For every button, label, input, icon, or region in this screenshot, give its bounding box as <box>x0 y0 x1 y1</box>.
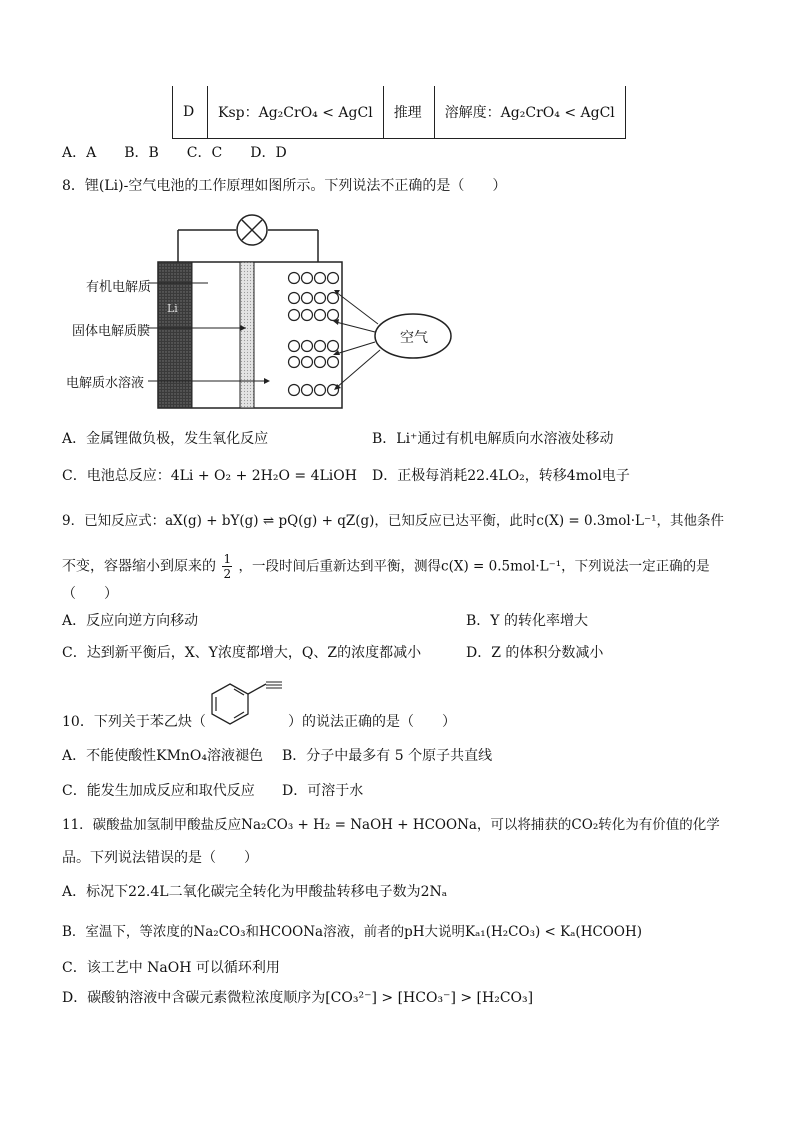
q9-option-a: A．反应向逆方向移动 <box>62 613 199 629</box>
row-method: 推理 <box>383 86 434 139</box>
phenylacetylene-structure <box>200 678 290 726</box>
row-conclusion: 溶解度：Ag₂CrO₄ < AgCl <box>434 86 625 139</box>
q9-option-d: D．Z 的体积分数减小 <box>466 645 604 661</box>
q7-options: A．A B．B C．C D．D <box>62 145 287 161</box>
label-aqueous-electrolyte: 电解质水溶液 <box>66 376 145 391</box>
q11-option-b: B．室温下，等浓度的Na₂CO₃和HCOONa溶液，前者的pH大说明Kₐ₁(H₂CO₃) < Kₐ(HCOOH) <box>62 924 642 940</box>
q10-option-c: C．能发生加成反应和取代反应 <box>62 783 255 799</box>
q10-stem-part-b: ）的说法正确的是（ ） <box>288 714 456 730</box>
q9-option-c: C．达到新平衡后，X、Y浓度都增大，Q、Z的浓度都减小 <box>62 645 422 661</box>
lithium-anode <box>158 262 192 408</box>
q9-line3: （ ） <box>62 586 118 602</box>
q8-option-d: D．正极每消耗22.4LO₂，转移4mol电子 <box>372 468 630 484</box>
q11-line1: 11．碳酸盐加氢制甲酸盐反应Na₂CO₃ + H₂ = NaOH + HCOONa，可以将捕获的CO₂转化为有价值的化学 <box>62 817 720 833</box>
q9-line1: 9．已知反应式：aX(g) + bY(g) ⇌ pQ(g) + qZ(g)，已知反应已达平衡，此时c(X) = 0.3mol·L⁻¹，其他条件 <box>62 513 725 529</box>
row-letter: D <box>173 86 208 139</box>
q10-option-a: A．不能使酸性KMnO₄溶液褪色 <box>62 748 264 764</box>
label-organic-electrolyte: 有机电解质 <box>86 280 152 295</box>
q9-line2-part-b: ，一段时间后重新达到平衡，测得c(X) = 0.5mol·L⁻¹，下列说法一定正确的是 <box>238 558 710 575</box>
row-statement: Ksp：Ag₂CrO₄ < AgCl <box>208 86 384 139</box>
q10-stem-part-a: 10．下列关于苯乙炔（ <box>62 714 206 730</box>
q9-fraction <box>222 552 232 581</box>
q11-option-a: A．标况下22.4L二氧化碳完全转化为甲酸盐转移电子数为2Nₐ <box>62 884 448 900</box>
label-air: 空气 <box>400 330 428 346</box>
q9-line2 <box>62 552 710 581</box>
q8-option-c: C．电池总反应：4Li + O₂ + 2H₂O = 4LiOH <box>62 468 357 484</box>
q11-line2: 品。下列说法错误的是（ ） <box>62 850 258 866</box>
q8-stem: 8．锂(Li)-空气电池的工作原理如图所示。下列说法不正确的是（ ） <box>62 178 507 194</box>
q10-option-b: B．分子中最多有 5 个原子共直线 <box>282 748 493 764</box>
q10-option-d: D．可溶于水 <box>282 783 364 799</box>
q8-option-b: B．Li⁺通过有机电解质向水溶液处移动 <box>372 431 614 447</box>
fraction-numerator: 1 <box>223 552 232 566</box>
q9-option-b: B．Y 的转化率增大 <box>466 613 588 629</box>
q9-line2-part-a: 不变，容器缩小到原来的 <box>62 558 216 575</box>
label-li: Li <box>167 302 178 315</box>
fraction-denominator: 2 <box>223 567 232 581</box>
label-solid-membrane: 固体电解质膜 <box>72 324 151 339</box>
q8-option-a: A．金属锂做负极，发生氧化反应 <box>62 431 269 447</box>
solid-membrane <box>240 262 254 408</box>
q11-option-d: D．碳酸钠溶液中含碳元素微粒浓度顺序为[CO₃²⁻] > [HCO₃⁻] > [H₂CO₃] <box>62 990 534 1006</box>
q11-option-c: C．该工艺中 NaOH 可以循环利用 <box>62 960 280 976</box>
lamp-icon <box>237 215 267 245</box>
